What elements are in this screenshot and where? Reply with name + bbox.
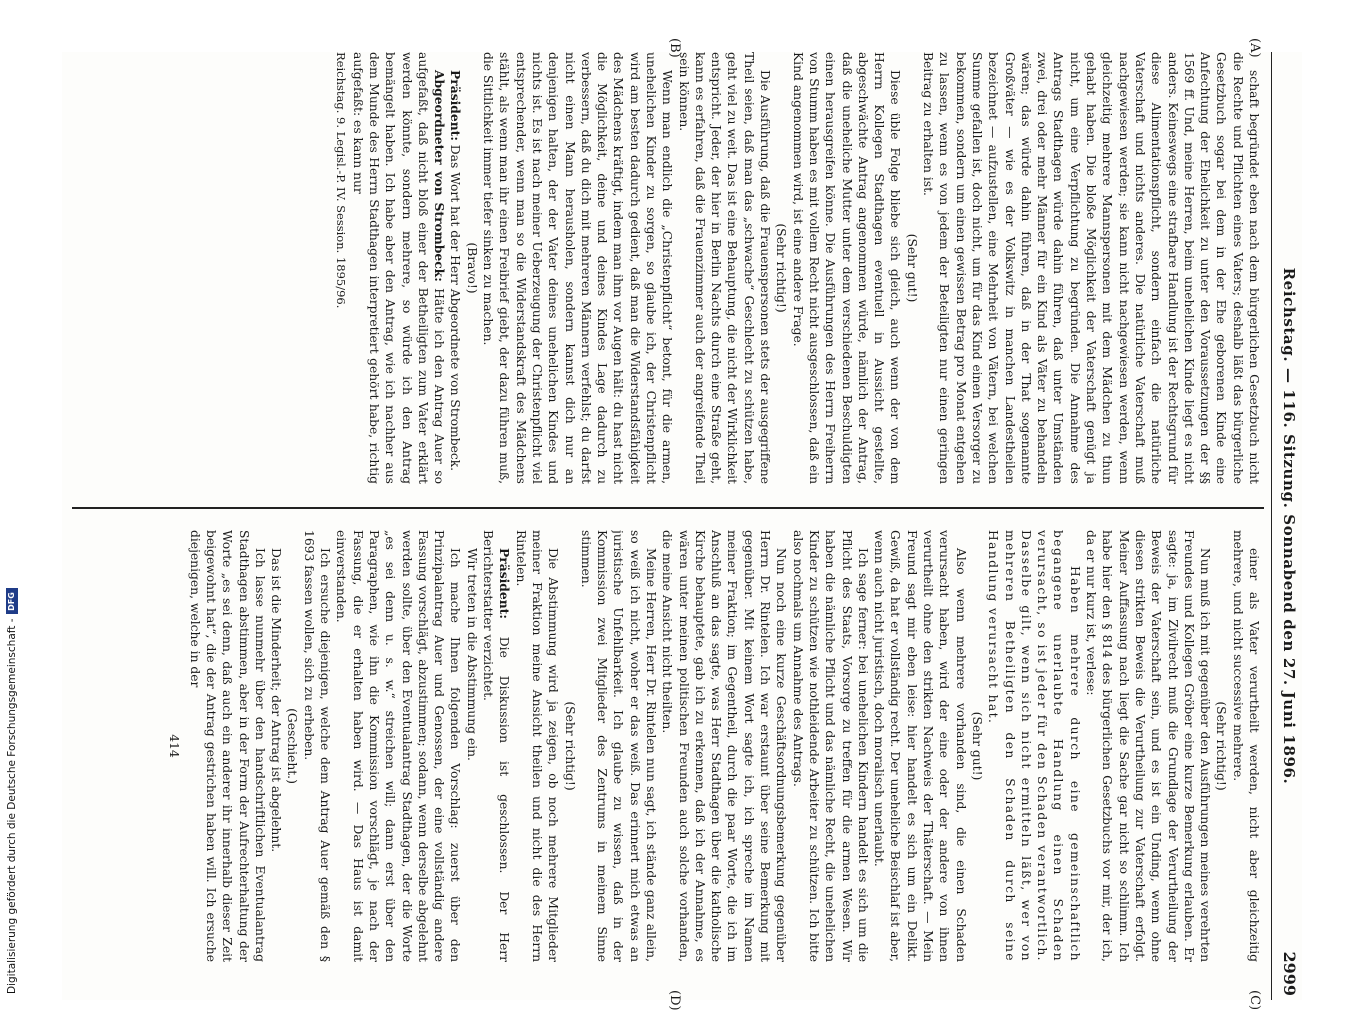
paragraph: schaft begründet eben nach dem bürgerlichen Gesetzbuch nicht die Rechte und Pflichten eines Vaters; deshalb läßt das bürgerliche Gesetzbuch sogar bei dem in der Ehe geborenen Kinde eine Anfechtung der Ehelichkeit zu unter den Voraussetzungen der §§ 1569 ff. Und, meine Herren, beim unehelichen Kinde liegt es nicht anders. Keineswegs eine strafbare Handlung ist der Rechtsgrund für diese Alimentationspflicht, sondern einfach die natürliche Vaterschaft und nichts anderes. Die natürliche Vaterschaft muß nachgewiesen werden; sie kann nicht nachgewiesen werden, wenn gleichzeitig mehrere Mannspersonen mit dem Mädchen zu thun gehabt haben. Die bloße Möglichkeit der Vaterschaft genügt ja nicht, um eine Verpflichtung zu begründen. Die Annahme des Antrags Stadthagen würde dahin führen, daß unter Umständen zwei, drei oder mehr Männer für ein Kind als Väter zu behandeln wären; das würde dahin führen, daß in der That sogenannte Großväter — wie es der Volkswitz in manchen Landestheilen bezeichnet — aufzustellen, eine Mehrheit von Vätern, bei welchen Summe gefallen ist, doch nicht, um für das Kind einen Versorger zu bekommen, sondern um einen gewissen Betrag pro Monat entgehen zu lassen, wenn es von jedem der Beteiligten nur einen geringen Beitrag zu erhalten ist. [921,52,1261,484]
page-number: 2999 [1280,951,1299,996]
paragraph: Wir treten in die Abstimmung ein. [464,548,479,761]
applause-note: (Bravo!) [464,242,479,294]
digitization-credit [6,588,18,994]
paragraph: Die Ausführung, daß die Frauenspersonen stets der ausgegriffene Theil seien, daß man das „schwache“ Geschlecht zu schützen habe, geht viel zu weit. Das ist eine Behauptung, die nicht der Wirklichkeit entspricht. Jeder, der hier in Berlin Nachts durch eine Straße geht, kann es erfahren, daß die Frauenzimmer auch der angreifende Theil sein können. [676,52,773,484]
paragraph: Nun noch eine kurze Geschäftsordnungsbemerkung gegenüber Herrn Dr. Rintelen. Ich war erstaunt über seine Bemerkung mit gegenüber. Mit keinem Wort sagte ich, ich spreche im Namen meiner Fraktion; im Gegentheil, durch die paar Worte, die ich im Anschluß an das sagte, was Herr Stadthagen über die katholische Kirche behauptete, gab ich zu erkennen, daß ich der Annahme, es wären unter meinen politischen Freunden auch solche vorhanden, die meine Ansicht nicht theilten. [660,530,789,962]
margin-marker-b: (B) [667,38,682,58]
dfg-logo-icon: DFG [6,588,18,614]
paragraph: Die Abstimmung wird ja zeigen, ob noch mehrere Mitglieder meiner Fraktion meine Ansicht theilen und nicht die des Herrn Rintelen. [513,530,561,962]
paragraph: Ich sage ferner: bei unehelichen Kindern handelt es sich um die Pflicht des Staats, Vorsorge zu treffen für die armen Wesen. Wir haben die nämliche Pflicht und das nämliche Recht, die unehelichen Kinder zu schützen wie nothleidende Arbeiter zu schützen. Ich bitte also nochmals um Annahme des Antrags. [790,530,870,962]
paragraph: einer als Vater verurtheilt werden, nicht aber gleichzeitig mehrere, und nicht successive mehrere. [1230,530,1261,962]
quoted-statute: Haben mehrere durch eine gemeinschaftlich begangene unerlaubte Handlung einen Schaden verursacht, so ist jeder für den Schaden verantwortlich. Dasselbe gilt, wenn sich nicht ermitteln läßt, wer von mehreren Betheiligten den Schaden durch seine Handlung verursacht hat. [986,530,1082,962]
margin-marker-a: (A) [1247,38,1262,58]
applause-note: (Sehr richtig!) [1214,701,1229,791]
margin-marker-d: (D) [667,990,682,1011]
speaker-name: Präsident: [448,70,464,141]
paragraph: Ich ersuche diejenigen, welche dem Antrag Auer gemäß den § 1693 fassen wollen, sich zu erheben. [301,530,333,962]
applause-note: (Sehr richtig!) [562,701,577,791]
applause-note: (Sehr gut!) [904,233,919,303]
paragraph: Meine Herren, Herr Dr. Rintelen nun sagt, ich stände ganz allein, so weiß ich nicht, woher er das weiß. Das erinnert mich etwas an juristische Unfehlbarkeit. Ich glaube zu wissen, daß in der Kommission zwei Mitglieder des Zentrums in meinem Sinne stimmen. [578,530,659,962]
applause-note: (Geschieht.) [285,708,300,784]
paragraph: Das ist die Minderheit; der Antrag ist abgelehnt. [269,548,284,853]
rotated-document-page [62,38,1302,1011]
speaker-name: Präsident: [497,548,513,619]
credit-text: Digitalisierung gefördert durch die Deutsche Forschungsgemeinschaft - [6,618,18,994]
speaker-paragraph: Abgeordneter von Strombeck: Hätte ich den Antrag Auer so aufgefaßt, daß nicht bloß einer der Betheiligten zum Vater erklärt werden könnte, sondern mehrere, so würde ich den Antrag bemängelt haben. Ich habe aber den Antrag, wie ich nachher aus dem Munde des Herrn Stadthagen interpretiert gehört habe, richtig aufgefaßt: es kann nur [350,52,448,484]
paragraph: Diese üble Folge bliebe sich gleich, auch wenn der von dem Herrn Kollegen Stadthagen eventuell in Aussicht gestellte, abgeschwächte Antrag angenommen würde, nämlich der Antrag, daß die uneheliche Mutter unter dem verschiedenen Beschuldigten einen herausgreifen könne. Die Ausführungen des Herrn Freiherrn von Stumm haben es mit vollem Recht nicht ausgeschlossen, daß ein Kind angenommen wird, ist eine andere Frage. [790,52,903,484]
margin-marker-c: (C) [1247,990,1262,1011]
left-text-column [72,52,1262,484]
speaker-name: Abgeordneter von Strombeck: [432,70,448,282]
speaker-paragraph: Präsident: Die Diskussion ist geschlossen. Der Herr Berichterstatter verzichtet. [481,530,513,962]
page-header [1271,52,1302,1000]
paragraph: Ich mache Ihnen folgenden Vorschlag: zuerst über den Prinzipalantrag Auer und Genossen, der eine vollständig andere Fassung vorschlägt, abzustimmen; sodann, wenn derselbe abgelehnt werden sollte, über den Eventualantrag Stadthagen, der die Worte „es sei denn u. s. w.“ streichen will; dann erst über den Paragraphen, wie ihn die Kommission vorschlägt, je nach der Fassung, die er erhalten haben wird. — Das Haus ist damit einverstanden. [334,530,463,962]
applause-note: (Sehr richtig!) [774,223,789,313]
applause-note: (Sehr gut!) [969,711,984,781]
right-text-column [72,530,1262,962]
speaker-paragraph: Präsident: Das Wort hat der Herr Abgeordnete von Strombeck. [448,70,464,472]
paragraph: Also wenn mehrere vorhanden sind, die einen Schaden verursacht haben, wird der eine oder der andere von ihnen verurtheilt ohne den strikten Nachweis der Thäterschaft. — Mein Freund sagt mir eben leise: hier handelt es sich um ein Delikt. Gewiß, da hat er vollständig recht. Der uneheliche Beischlaf ist aber, wenn auch nicht juristisch, doch moralisch unerlaubt. [872,530,968,962]
session-signature: Reichstag. 9. Legisl.-P. IV. Session. 1895/96. [334,52,349,309]
column-divider [72,507,1264,509]
paragraph: Nun muß ich mit gegenüber den Ausführungen meines verehrten Freundes und Kollegen Gröber eine kurze Bemerkung erlauben. Er sagte: ja, im Zivilrecht muß die Grundlage der Verurtheilung der Beweis der Vaterschaft sein, und es ist ein Unding, wenn ohne diesen strikten Beweis die Verurtheilung zur Vaterschaft erfolgt. Meiner Auffassung nach liegt die Sache gar nicht so schlimm. Ich habe hier den § 814 des bürgerlichen Gesetzbuchs vor mir, der ich, da er nur kurz ist, verlese: [1084,530,1213,962]
paragraph: Wenn man endlich die „Christenpflicht“ betont, für die armen, unehelichen Kinder zu sorgen, so glaube ich, der Christenpflicht wird am besten dadurch gedient, daß man die Widerstandsfähigkeit des Mädchens kräftigt, indem man ihm vor Augen hält: du hast nicht die Möglichkeit, deine und deines Kindes Lage dadurch zu verbessern, daß du dich mit mehreren Männern verfehlst; du darfst nicht einen Mann herausholen, sondern kannst dich nur an denjenigen halten, der der Vater deines unehelichen Kindes und nichts ist. Es ist nach meiner Ueberzeugung der Christenpflicht viel entsprechender, wenn man so die Widerstandskraft des Mädchens stählt, als wenn man ihr einen Freibrief giebt, der dazu führen muß, die Sittlichkeit immer tiefer sinken zu machen. [481,52,675,484]
running-title: Reichstag. — 116. Sitzung. Sonnabend den 27. Juni 1896. [1280,267,1298,785]
paragraph: Ich lasse nunmehr über den handschriftlichen Eventualantrag Stadthagen abstimmen, aber in der Form der Aufrechterhaltung der Worte „es sei denn, daß auch ein anderer ihr innerhalb dieser Zeit beigewohnt hat“, die der Antrag gestrichen haben will. Ich ersuche diejenigen, welche in der [187,530,267,962]
sheet-number: 414 [167,734,182,758]
